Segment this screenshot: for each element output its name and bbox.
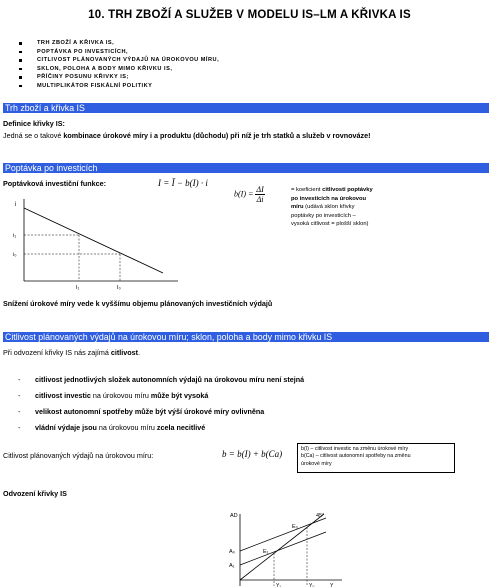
y-label: Y — [330, 583, 334, 587]
section-heading-sensitivity: Citlivost plánovaných výdajů na úrokovou míru; sklon, poloha a body mimo křivku IS — [3, 332, 489, 342]
I1-label: I₁ — [76, 285, 80, 291]
topic-item: MULTIPLIKÁTOR FISKÁLNÍ POLITIKY — [17, 82, 219, 91]
investment-demand-chart — [8, 195, 183, 291]
sensitivity-bullet — [18, 420, 304, 436]
topic-item: TRH ZBOŽÍ A KŘIVKA IS, — [17, 39, 219, 48]
bullet-dash: - — [18, 375, 21, 384]
topic-list — [17, 39, 219, 91]
i1-label: i₁ — [13, 233, 17, 239]
sensitivity-intro: Při odvození křivky IS nás zajímá citlivost. — [3, 348, 141, 357]
topic-item: PŘÍČINY POSUNU KŘIVKY IS; — [17, 73, 219, 82]
investment-function-equation: I = Ī − b(I) · i — [158, 178, 208, 188]
section-heading-goods-market: Trh zboží a křivka IS — [3, 103, 489, 113]
sensitivity-legend-box — [297, 443, 455, 473]
legend-line: úrokové míry — [301, 460, 332, 467]
sensitivity-bullet — [18, 404, 304, 420]
bullet-text: citlivost jednotlivých složek autonomních výdajů na úrokovou míru není stejná — [35, 375, 305, 384]
bullet-text: na úrokovou míru — [90, 391, 151, 400]
ad-label: AD — [230, 513, 238, 519]
deg45-label: 45° — [316, 513, 325, 519]
legend-line: b(Ca) – citlivost autonomní spotřeby na změnu — [301, 453, 411, 460]
y0-label: Y₀ — [309, 583, 315, 587]
e0-label: E₀ — [292, 524, 298, 530]
i0-label: i₀ — [13, 252, 17, 258]
I0-label: I₀ — [117, 285, 121, 291]
investment-function-label: Poptávková investiční funkce: — [3, 179, 107, 188]
y1-label: Y₁ — [276, 583, 282, 587]
bullet-text: citlivost investic — [35, 391, 91, 400]
coefficient-equation: b(I) = $\frac{\Delta I}{\Delta i}$ — [234, 185, 264, 204]
derivation-title: Odvození křivky IS — [3, 489, 67, 498]
y-axis-label: i — [15, 202, 17, 208]
sensitivity-bullet — [18, 388, 304, 404]
legend-line: b(I) – citlivost investic na změnu úrokové míry — [301, 446, 409, 452]
investment-demand-line — [24, 208, 163, 273]
section-heading-investment-demand: Poptávka po investicích — [3, 163, 489, 173]
page-title: 10. TRH ZBOŽÍ A SLUŽEB V MODELU IS–LM A KŘIVKA IS — [88, 9, 411, 21]
sensitivity-equation: b = b(I) + b(Ca) — [222, 449, 283, 459]
sensitivity-label: Citlivost plánovaných výdajů na úrokovou míru: — [3, 451, 154, 460]
sensitivity-bullet — [18, 372, 304, 388]
coefficient-description: = koeficient citlivosti poptávky po investicích na úrokovou míru (udává sklon křivky poptávky po investicích – vysoká citlivost = plošší sklon) — [291, 187, 373, 228]
ad1-line — [240, 532, 326, 565]
a0-label: A₀ — [229, 549, 235, 555]
bullet-text: velikost autonomní spotřeby může být výší úrokové míry ovlivněna — [35, 407, 265, 416]
sensitivity-bullet-list — [18, 372, 304, 436]
bullet-text: zcela necitlivé — [156, 423, 206, 432]
e1-label: E₁ — [263, 549, 269, 555]
bullet-text: vládní výdaje jsou — [35, 423, 97, 432]
bullet-dash: - — [18, 407, 21, 416]
is-derivation-chart — [224, 508, 344, 587]
definition-text: Jedná se o takové kombinace úrokové míry i a produktu (důchodu) při níž je trh statků a služeb v rovnováze! — [3, 131, 371, 140]
topic-item: POPTÁVKA PO INVESTICÍCH, — [17, 48, 219, 57]
bullet-text: může být vysoká — [150, 391, 209, 400]
investment-conclusion: Snížení úrokové míry vede k vyššímu objemu plánovaných investičních výdajů — [3, 299, 273, 308]
topic-item: CITLIVOST PLÁNOVANÝCH VÝDAJŮ NA ÚROKOVOU MÍRU, — [17, 56, 219, 65]
bullet-text: na úrokovou míru — [96, 423, 157, 432]
bullet-dash: - — [18, 391, 21, 400]
topic-item: SKLON, POLOHA A BODY MIMO KŘIVKU IS, — [17, 65, 219, 74]
bullet-dash: - — [18, 423, 21, 432]
a1-label: A₁ — [229, 563, 235, 569]
definition-label: Definice křivky IS: — [3, 119, 65, 128]
